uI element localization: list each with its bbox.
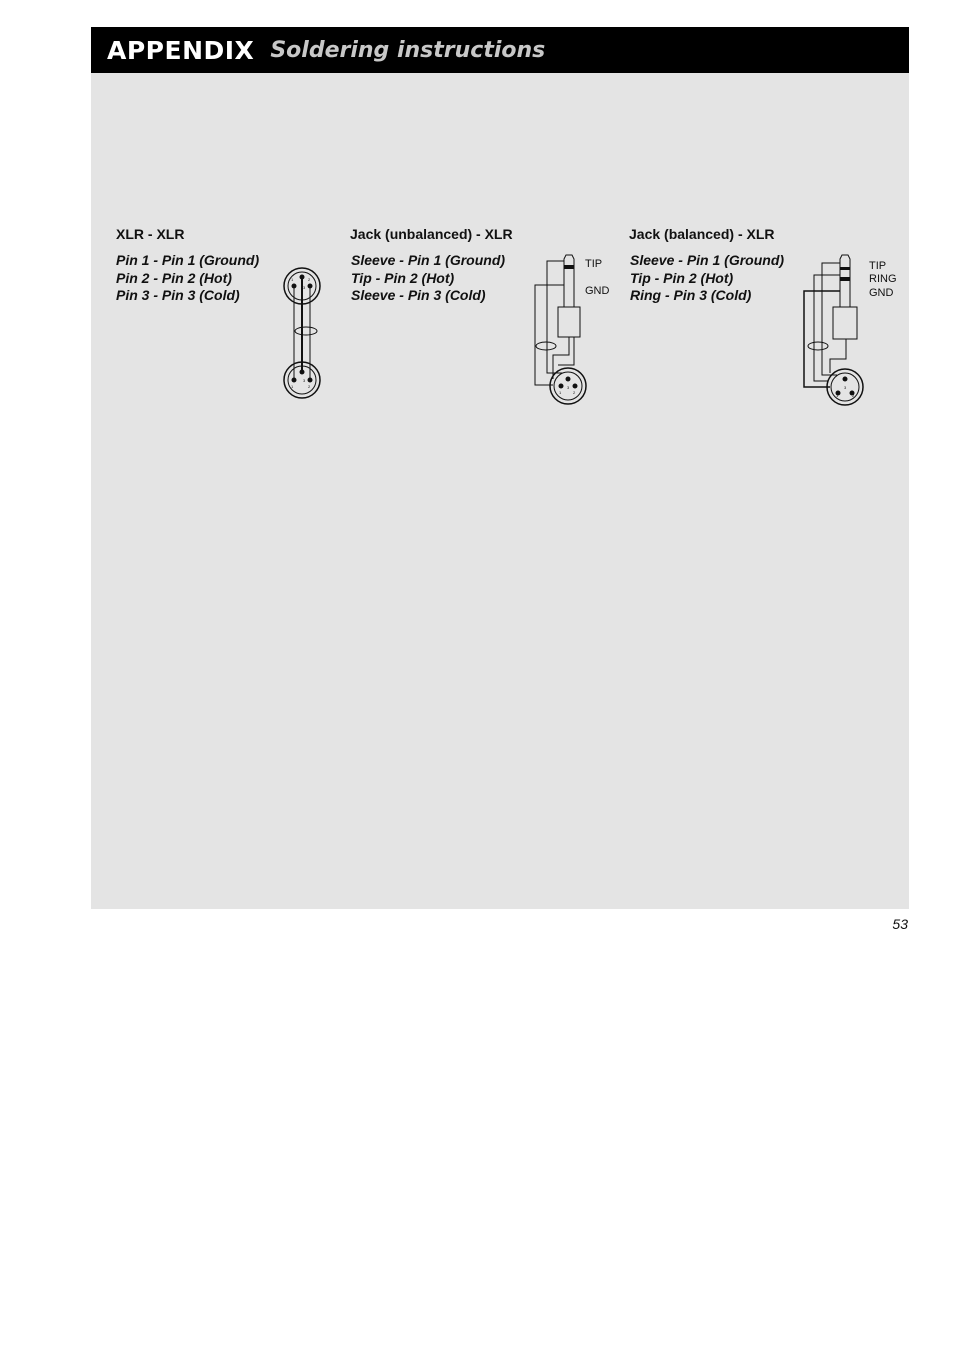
wiring-line: Pin 1 - Pin 1 (Ground) <box>116 252 260 268</box>
label-gnd: GND <box>869 287 894 299</box>
wiring-line: Sleeve - Pin 1 (Ground) <box>351 252 506 268</box>
section-title-xlr-xlr: XLR - XLR <box>116 226 185 242</box>
wiring-line: Sleeve - Pin 3 (Cold) <box>351 287 486 303</box>
wiring-line: Pin 3 - Pin 3 (Cold) <box>116 287 240 303</box>
pin-label: 1 <box>291 277 294 282</box>
xlr-xlr-diagram <box>275 262 335 407</box>
wiring-line: Pin 2 - Pin 2 (Hot) <box>116 269 232 286</box>
content-panel <box>91 73 909 909</box>
label-ring: RING <box>869 273 897 285</box>
wiring-line: Ring - Pin 3 (Cold) <box>630 287 752 303</box>
label-gnd: GND <box>585 285 610 297</box>
pin-label: 2 <box>573 390 576 395</box>
pin-label: 3 <box>303 378 306 383</box>
section-title-jack-balanced: Jack (balanced) - XLR <box>629 226 775 242</box>
pin-label: 3 <box>303 285 306 290</box>
pin-label: 1 <box>291 384 294 389</box>
section-lines-jack-unbalanced <box>351 252 505 305</box>
pin-label: 2 <box>308 384 311 389</box>
header-subtitle: Soldering instructions <box>270 37 546 63</box>
jack-balanced-diagram <box>800 255 870 410</box>
section-title-jack-unbalanced: Jack (unbalanced) - XLR <box>350 226 513 242</box>
pin-label: 2 <box>308 277 311 282</box>
wiring-line: Tip - Pin 2 (Hot) <box>630 269 734 286</box>
pin-label: 1 <box>836 393 839 398</box>
wiring-line: Sleeve - Pin 1 (Ground) <box>630 252 785 268</box>
pin-label: 3 <box>844 385 847 390</box>
label-tip: TIP <box>585 258 603 270</box>
page-header <box>91 27 909 73</box>
pin-label: 2 <box>852 393 855 398</box>
jack-unbalanced-diagram <box>525 255 595 410</box>
page-number: 53 <box>892 916 908 932</box>
pin-label: 1 <box>559 390 562 395</box>
label-tip: TIP <box>869 260 887 272</box>
section-lines-jack-balanced <box>630 252 784 305</box>
pin-label: 3 <box>567 385 570 390</box>
header-title: APPENDIX <box>107 35 255 65</box>
section-lines-xlr-xlr <box>116 252 259 305</box>
wiring-line: Tip - Pin 2 (Hot) <box>351 269 455 286</box>
